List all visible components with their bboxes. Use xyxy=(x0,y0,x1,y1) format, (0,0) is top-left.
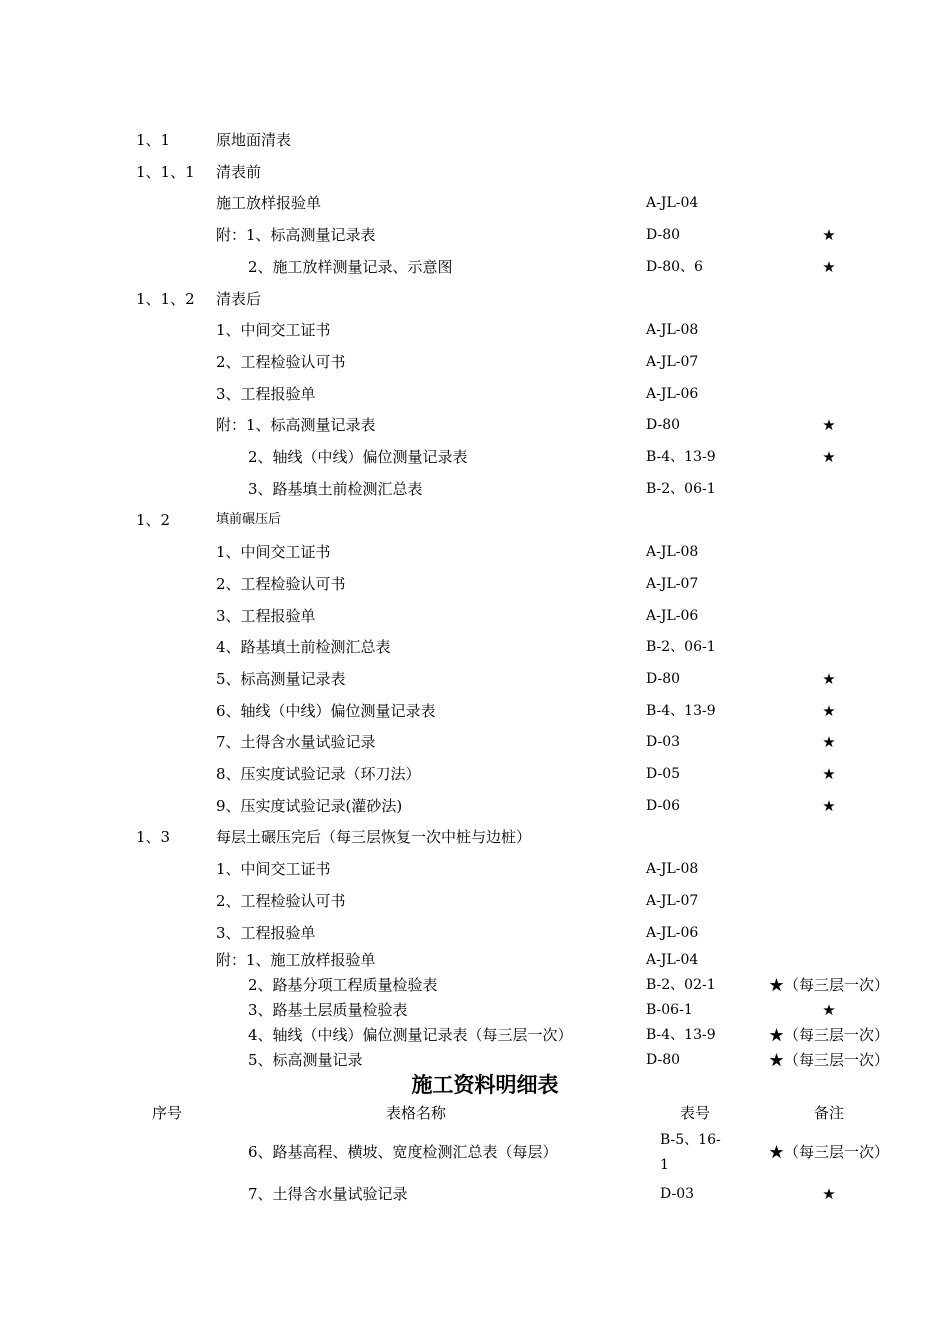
row-name: 3、工程报验单 xyxy=(216,606,316,625)
row-code: B-06-1 xyxy=(646,1002,693,1018)
row-code: D-80 xyxy=(646,1052,681,1068)
row-code: A-JL-08 xyxy=(646,861,699,878)
table-row xyxy=(0,350,950,374)
row-name: 2、工程检验认可书 xyxy=(216,574,346,593)
table-row xyxy=(0,635,950,659)
table-row xyxy=(0,998,950,1022)
table-title: 施工资料明细表 xyxy=(411,1072,559,1097)
row-note: ★（每三层一次） xyxy=(768,1051,889,1069)
row-name: 5、标高测量记录 xyxy=(248,1051,363,1069)
table-row xyxy=(0,413,950,437)
row-code: A-JL-07 xyxy=(646,892,699,909)
table-row xyxy=(0,1132,950,1173)
row-code: D-03 xyxy=(646,734,681,751)
row-note: ★ xyxy=(822,669,836,688)
row-name: 3、路基填土前检测汇总表 xyxy=(248,479,423,498)
table-row xyxy=(0,921,950,945)
row-name: 6、路基高程、横坡、宽度检测汇总表（每层） xyxy=(248,1143,558,1161)
table-row xyxy=(0,857,950,881)
table-row xyxy=(0,223,950,247)
table-row xyxy=(0,255,950,279)
row-name: 3、工程报验单 xyxy=(216,384,316,403)
row-name: 清表后 xyxy=(216,289,262,308)
table-row xyxy=(0,540,950,564)
table-row xyxy=(0,191,950,215)
row-name: 2、施工放样测量记录、示意图 xyxy=(248,257,453,276)
table-row xyxy=(0,699,950,723)
table-row xyxy=(0,382,950,406)
row-code: D-80 xyxy=(646,670,681,687)
row-code: B-2、06-1 xyxy=(646,480,716,497)
header-code: 表号 xyxy=(680,1104,711,1122)
row-name: 2、路基分项工程质量检验表 xyxy=(248,976,438,994)
table-row xyxy=(0,667,950,691)
table-row xyxy=(0,825,950,849)
row-seq: 1、3 xyxy=(136,828,171,847)
table-row xyxy=(0,762,950,786)
header-note: 备注 xyxy=(814,1104,845,1122)
table-row xyxy=(0,318,950,342)
row-name: 8、压实度试验记录（环刀法） xyxy=(216,765,421,783)
row-note: ★（每三层一次） xyxy=(768,1026,889,1044)
row-code: B-2、06-1 xyxy=(646,639,716,656)
table-row xyxy=(0,730,950,754)
row-name: 施工放样报验单 xyxy=(216,194,322,213)
table-row xyxy=(0,1023,950,1047)
row-code-line1: B-5、16- xyxy=(660,1132,721,1148)
row-code: B-4、13-9 xyxy=(646,449,716,465)
row-name: 附：1、施工放样报验单 xyxy=(216,951,376,969)
row-note: ★ xyxy=(822,1001,836,1019)
row-name: 每层土碾压完后（每三层恢复一次中桩与边桩） xyxy=(216,828,532,847)
row-name: 填前碾压后 xyxy=(216,512,282,528)
row-note: ★ xyxy=(822,257,836,276)
table-row xyxy=(0,794,950,818)
row-name: 4、路基填土前检测汇总表 xyxy=(216,638,391,657)
row-note: ★ xyxy=(822,765,836,783)
row-name: 7、土得含水量试验记录 xyxy=(248,1185,408,1203)
row-note: ★ xyxy=(822,226,836,245)
row-name: 4、轴线（中线）偏位测量记录表（每三层一次） xyxy=(248,1026,573,1044)
table-row xyxy=(0,160,950,184)
row-note: ★（每三层一次） xyxy=(768,1143,889,1161)
row-name: 原地面清表 xyxy=(216,131,292,149)
row-code: D-06 xyxy=(646,797,681,814)
row-code: A-JL-08 xyxy=(646,322,699,339)
row-seq: 1、1、2 xyxy=(136,289,195,308)
header-name: 表格名称 xyxy=(386,1104,447,1122)
row-name: 2、轴线（中线）偏位测量记录表 xyxy=(248,448,468,466)
row-code: D-80 xyxy=(646,227,681,244)
row-name: 5、标高测量记录表 xyxy=(216,669,346,688)
table-row xyxy=(0,477,950,501)
row-code-line2: 1 xyxy=(660,1157,669,1173)
table-row xyxy=(0,948,950,972)
row-code: B-2、02-1 xyxy=(646,977,716,993)
row-name: 附：1、标高测量记录表 xyxy=(216,226,376,245)
table-row xyxy=(0,1048,950,1072)
row-note: ★ xyxy=(822,448,836,466)
row-seq: 1、2 xyxy=(136,511,171,530)
row-code-line1: D-03 xyxy=(660,1186,695,1202)
row-name: 1、中间交工证书 xyxy=(216,543,331,562)
table-row xyxy=(0,508,950,532)
table-row xyxy=(0,445,950,469)
row-code: B-4、13-9 xyxy=(646,702,716,719)
row-code: A-JL-04 xyxy=(646,195,699,212)
row-seq: 1、1、1 xyxy=(136,162,195,181)
row-note: ★ xyxy=(822,1185,836,1203)
row-code: A-JL-07 xyxy=(646,575,699,592)
row-code: A-JL-06 xyxy=(646,385,699,402)
row-code: D-80 xyxy=(646,417,681,434)
row-code: A-JL-08 xyxy=(646,544,699,561)
table-row xyxy=(0,572,950,596)
row-name: 3、工程报验单 xyxy=(216,923,316,942)
row-name: 6、轴线（中线）偏位测量记录表 xyxy=(216,701,436,720)
row-note: ★（每三层一次） xyxy=(768,976,889,994)
table-row xyxy=(0,287,950,311)
row-code: D-05 xyxy=(646,766,681,782)
table-row xyxy=(0,604,950,628)
row-note: ★ xyxy=(822,796,836,815)
row-note: ★ xyxy=(822,416,836,435)
header-seq: 序号 xyxy=(152,1104,183,1122)
row-note: ★ xyxy=(822,701,836,720)
row-code: D-80、6 xyxy=(646,258,703,275)
table-row xyxy=(0,128,950,152)
row-name: 附：1、标高测量记录表 xyxy=(216,416,376,435)
row-name: 2、工程检验认可书 xyxy=(216,352,346,371)
row-code: A-JL-06 xyxy=(646,607,699,624)
table-row xyxy=(0,973,950,997)
row-name: 2、工程检验认可书 xyxy=(216,891,346,910)
row-note: ★ xyxy=(822,733,836,752)
row-name: 7、土得含水量试验记录 xyxy=(216,733,376,752)
row-code: B-4、13-9 xyxy=(646,1027,716,1043)
row-name: 1、中间交工证书 xyxy=(216,321,331,340)
row-name: 9、压实度试验记录(灌砂法) xyxy=(216,796,403,815)
row-name: 3、路基土层质量检验表 xyxy=(248,1001,408,1019)
row-name: 清表前 xyxy=(216,162,262,181)
table-row xyxy=(0,889,950,913)
row-code: A-JL-04 xyxy=(646,952,699,968)
table-row xyxy=(0,1182,950,1206)
row-code: A-JL-06 xyxy=(646,924,699,941)
row-name: 1、中间交工证书 xyxy=(216,860,331,879)
row-code: A-JL-07 xyxy=(646,353,699,370)
row-seq: 1、1 xyxy=(136,131,171,149)
